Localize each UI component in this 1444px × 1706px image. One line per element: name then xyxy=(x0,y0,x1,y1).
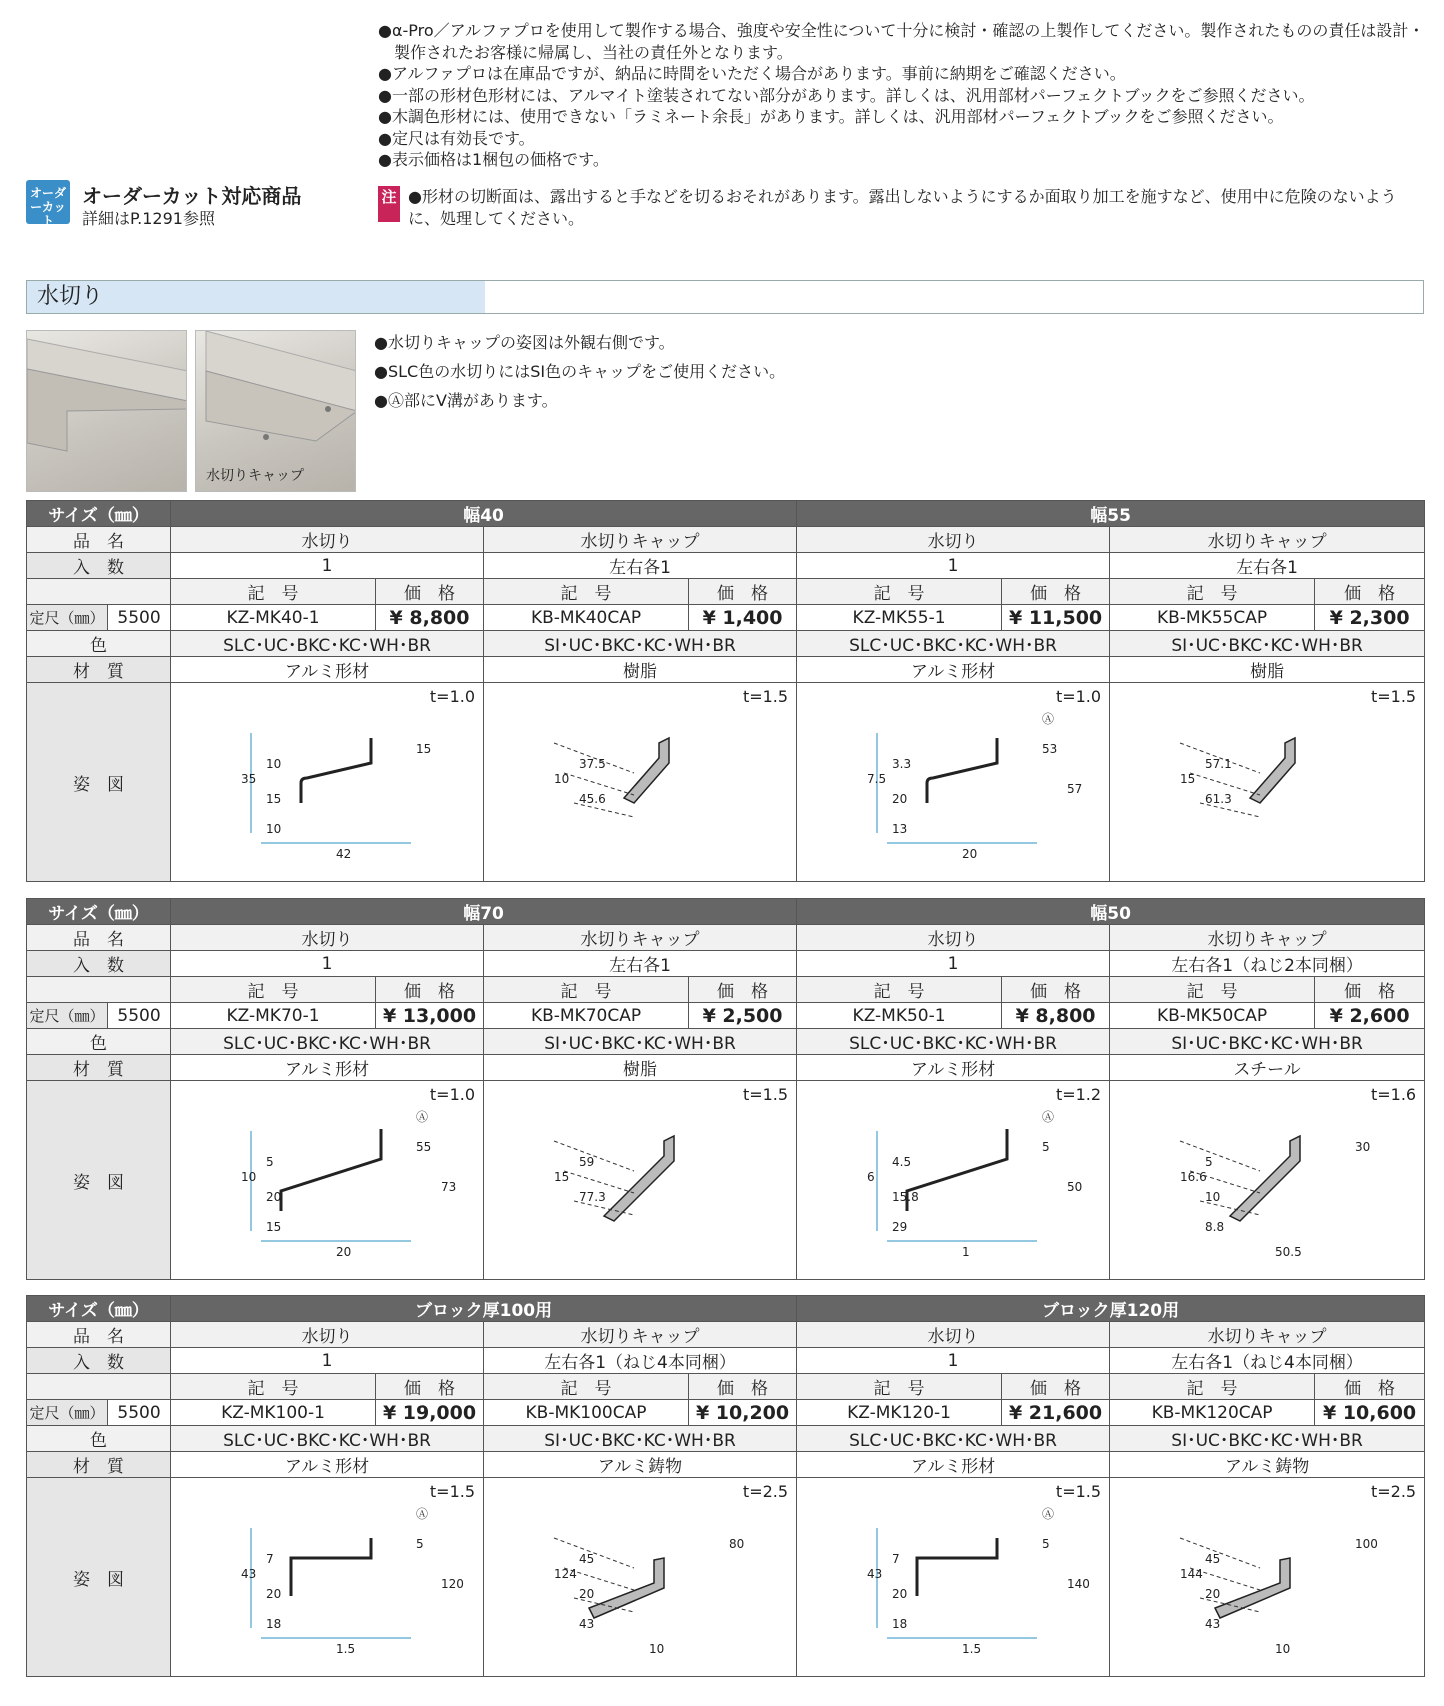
product-color: SLC･UC･BKC･KC･WH･BR xyxy=(171,1029,484,1055)
profile-drawing xyxy=(1110,683,1425,882)
color-row xyxy=(27,1426,1425,1452)
size-row xyxy=(27,1296,1425,1322)
dimension-label: 55 xyxy=(416,1140,432,1154)
thickness-label: t=1.0 xyxy=(1055,687,1102,706)
product-color: SI･UC･BKC･KC･WH･BR xyxy=(484,1426,797,1452)
dimension-label: 10 xyxy=(266,822,282,836)
dimension-label: 5 xyxy=(1205,1155,1213,1169)
profile-svg xyxy=(171,683,484,881)
intro-item: ●Ⓐ部にV溝があります。 xyxy=(374,391,558,410)
dimension-label: 7 xyxy=(892,1552,900,1566)
name-label: 品 名 xyxy=(27,527,171,553)
product-color: SI･UC･BKC･KC･WH･BR xyxy=(484,1029,797,1055)
product-name: 水切りキャップ xyxy=(484,1322,797,1348)
dimension-label: 45.6 xyxy=(579,792,606,806)
dimension-label: 140 xyxy=(1067,1577,1090,1591)
dimension-label: Ⓐ xyxy=(1042,712,1055,726)
dimension-label: Ⓐ xyxy=(1042,1110,1055,1124)
size-row xyxy=(27,501,1425,527)
profile-svg xyxy=(1110,1478,1423,1676)
dimension-label: 5 xyxy=(1042,1140,1050,1154)
product-qty: 1 xyxy=(797,1348,1110,1374)
dimension-label: 15 xyxy=(1180,772,1196,786)
price-header: 価 格 xyxy=(689,977,797,1003)
dimension-label: 3.3 xyxy=(892,757,912,771)
order-cut-ref: 詳細はP.1291参照 xyxy=(82,209,215,228)
product-color: SLC･UC･BKC･KC･WH･BR xyxy=(171,631,484,657)
product-qty: 左右各1 xyxy=(1110,553,1425,579)
dimension-label: 35 xyxy=(241,772,257,786)
qty-label: 入 数 xyxy=(27,553,171,579)
price-header: 価 格 xyxy=(1002,1374,1110,1400)
product-name: 水切り xyxy=(797,527,1110,553)
teiki-label: 定尺（㎜） xyxy=(27,605,108,631)
dimension-label: 18 xyxy=(266,1617,282,1631)
material-row xyxy=(27,657,1425,683)
product-code: KB-MK70CAP xyxy=(484,1003,689,1029)
material-row xyxy=(27,1055,1425,1081)
teiki-row xyxy=(27,1003,1425,1029)
caution-block xyxy=(378,186,1428,229)
code-header-row xyxy=(27,1374,1425,1400)
dimension-label: 57 xyxy=(1067,782,1083,796)
profile-shape xyxy=(917,1538,997,1596)
product-code: KZ-MK55-1 xyxy=(797,605,1002,631)
product-price: ¥ 8,800 xyxy=(376,605,484,631)
dimension-label: 7.5 xyxy=(867,772,887,786)
product-qty: 左右各1（ねじ4本同梱） xyxy=(484,1348,797,1374)
material-label: 材 質 xyxy=(27,1055,171,1081)
dimension-label: 6 xyxy=(867,1170,875,1184)
dimension-label: 10 xyxy=(649,1642,665,1656)
dimension-label: 120 xyxy=(441,1577,464,1591)
profile-shape xyxy=(1230,1136,1300,1221)
product-material: 樹脂 xyxy=(1110,657,1425,683)
caution-badge: 注 xyxy=(378,186,400,222)
teiki-label: 定尺（㎜） xyxy=(27,1400,108,1426)
product-price: ¥ 2,500 xyxy=(689,1003,797,1029)
product-qty: 左右各1 xyxy=(484,553,797,579)
profile-drawing xyxy=(484,683,797,882)
product-photo-cap xyxy=(195,330,356,492)
dimension-label: 37.5 xyxy=(579,757,606,771)
thickness-label: t=2.5 xyxy=(1370,1482,1417,1501)
thickness-label: t=1.5 xyxy=(1370,687,1417,706)
product-name: 水切りキャップ xyxy=(484,925,797,951)
product-color: SLC･UC･BKC･KC･WH･BR xyxy=(797,631,1110,657)
product-name: 水切りキャップ xyxy=(1110,925,1425,951)
note-item: ●アルファプロは在庫品ですが、納品に時間をいただく場合があります。事前に納期をご確認ください。 xyxy=(378,64,1126,83)
product-code: KB-MK50CAP xyxy=(1110,1003,1315,1029)
product-qty: 左右各1（ねじ4本同梱） xyxy=(1110,1348,1425,1374)
dimension-label: 1 xyxy=(962,1245,970,1259)
product-material: アルミ形材 xyxy=(797,1055,1110,1081)
name-label: 品 名 xyxy=(27,925,171,951)
price-header: 価 格 xyxy=(1002,579,1110,605)
product-code: KZ-MK40-1 xyxy=(171,605,376,631)
product-material: 樹脂 xyxy=(484,657,797,683)
dimension-label: 29 xyxy=(892,1220,908,1234)
thickness-label: t=1.5 xyxy=(742,687,789,706)
product-qty: 1 xyxy=(171,1348,484,1374)
thickness-label: t=1.2 xyxy=(1055,1085,1102,1104)
dimension-label: 20 xyxy=(1205,1587,1221,1601)
product-color: SI･UC･BKC･KC･WH･BR xyxy=(1110,1029,1425,1055)
code-header: 記 号 xyxy=(1110,579,1315,605)
figure-label: 姿 図 xyxy=(27,1081,171,1280)
dimension-label: 43 xyxy=(1205,1617,1221,1631)
product-price: ¥ 1,400 xyxy=(689,605,797,631)
product-price: ¥ 10,200 xyxy=(689,1400,797,1426)
photo-caption: 水切りキャップ xyxy=(206,468,304,484)
figure-label: 姿 図 xyxy=(27,1478,171,1677)
price-header: 価 格 xyxy=(689,1374,797,1400)
note-item: ●表示価格は1梱包の価格です。 xyxy=(378,150,609,169)
product-code: KB-MK40CAP xyxy=(484,605,689,631)
product-price: ¥ 19,000 xyxy=(376,1400,484,1426)
dimension-label: 30 xyxy=(1355,1140,1371,1154)
group-title: 幅55 xyxy=(797,501,1425,527)
dimension-label: 43 xyxy=(579,1617,595,1631)
profile-svg xyxy=(797,683,1110,881)
dimension-label: 20 xyxy=(579,1587,595,1601)
product-material: アルミ鋳物 xyxy=(484,1452,797,1478)
dimension-label: 43 xyxy=(241,1567,257,1581)
teiki-value: 5500 xyxy=(108,1400,171,1426)
dimension-label: 13 xyxy=(892,822,908,836)
size-label: サイズ（㎜） xyxy=(27,899,171,925)
section-title: 水切り xyxy=(27,281,485,313)
group-title: ブロック厚120用 xyxy=(797,1296,1425,1322)
product-name: 水切りキャップ xyxy=(1110,1322,1425,1348)
dimension-label: 53 xyxy=(1042,742,1058,756)
profile-drawing xyxy=(484,1081,797,1280)
profile-svg xyxy=(171,1081,484,1279)
code-header: 記 号 xyxy=(171,579,376,605)
dimension-label: 43 xyxy=(867,1567,883,1581)
size-label: サイズ（㎜） xyxy=(27,501,171,527)
product-material: アルミ形材 xyxy=(171,1055,484,1081)
price-header: 価 格 xyxy=(689,579,797,605)
code-header-row xyxy=(27,977,1425,1003)
spec-table xyxy=(26,1295,1425,1677)
order-cut-icon: オーダーカット xyxy=(26,180,70,224)
code-header: 記 号 xyxy=(484,977,689,1003)
material-label: 材 質 xyxy=(27,1452,171,1478)
product-material: 樹脂 xyxy=(484,1055,797,1081)
product-photo-drain xyxy=(26,330,187,492)
product-material: アルミ鋳物 xyxy=(1110,1452,1425,1478)
product-price: ¥ 2,600 xyxy=(1315,1003,1425,1029)
dimension-label: 50.5 xyxy=(1275,1245,1302,1259)
profile-drawing xyxy=(171,1478,484,1677)
product-material: アルミ形材 xyxy=(797,1452,1110,1478)
product-price: ¥ 21,600 xyxy=(1002,1400,1110,1426)
product-color: SI･UC･BKC･KC･WH･BR xyxy=(1110,1426,1425,1452)
product-name: 水切りキャップ xyxy=(1110,527,1425,553)
thickness-label: t=2.5 xyxy=(742,1482,789,1501)
price-header: 価 格 xyxy=(376,977,484,1003)
profile-svg xyxy=(1110,1081,1423,1279)
product-name: 水切り xyxy=(797,1322,1110,1348)
dimension-label: 45 xyxy=(1205,1552,1221,1566)
color-label: 色 xyxy=(27,1426,171,1452)
thickness-label: t=1.6 xyxy=(1370,1085,1417,1104)
color-row xyxy=(27,1029,1425,1055)
teiki-value: 5500 xyxy=(108,1003,171,1029)
product-material: スチール xyxy=(1110,1055,1425,1081)
product-price: ¥ 11,500 xyxy=(1002,605,1110,631)
dimension-label: 15 xyxy=(554,1170,570,1184)
dimension-label: 15.8 xyxy=(892,1190,919,1204)
dimension-label: 20 xyxy=(892,1587,908,1601)
code-header: 記 号 xyxy=(797,579,1002,605)
code-header: 記 号 xyxy=(484,579,689,605)
product-qty: 1 xyxy=(797,951,1110,977)
dimension-label: 73 xyxy=(441,1180,457,1194)
dimension-label: 50 xyxy=(1067,1180,1083,1194)
intro-notes xyxy=(374,328,785,415)
profile-drawing xyxy=(171,683,484,882)
thickness-label: t=1.0 xyxy=(429,687,476,706)
caution-text: ●形材の切断面は、露出すると手などを切るおそれがあります。露出しないようにするか面取り加工を施すなど、使用中に危険のないように、処理してください。 xyxy=(408,187,1397,228)
profile-shape xyxy=(604,1136,674,1221)
dimension-label: 20 xyxy=(266,1190,282,1204)
product-name: 水切り xyxy=(171,1322,484,1348)
dimension-label: 20 xyxy=(892,792,908,806)
product-code: KZ-MK120-1 xyxy=(797,1400,1002,1426)
product-color: SI･UC･BKC･KC･WH･BR xyxy=(484,631,797,657)
note-item: ●定尺は有効長です。 xyxy=(378,128,535,148)
profile-svg xyxy=(1110,683,1423,881)
profile-shape xyxy=(281,1129,381,1211)
profile-shape xyxy=(927,738,997,803)
thickness-label: t=1.5 xyxy=(742,1085,789,1104)
name-row xyxy=(27,527,1425,553)
profile-drawing xyxy=(797,1478,1110,1677)
color-row xyxy=(27,631,1425,657)
dimension-label: 100 xyxy=(1355,1537,1378,1551)
figure-row xyxy=(27,683,1425,882)
profile-shape xyxy=(301,738,371,803)
code-header: 記 号 xyxy=(1110,977,1315,1003)
product-name: 水切り xyxy=(171,925,484,951)
product-color: SI･UC･BKC･KC･WH･BR xyxy=(1110,631,1425,657)
product-code: KZ-MK100-1 xyxy=(171,1400,376,1426)
product-name: 水切り xyxy=(797,925,1110,951)
product-name: 水切りキャップ xyxy=(484,527,797,553)
teiki-label: 定尺（㎜） xyxy=(27,1003,108,1029)
drain-illustration xyxy=(27,331,187,492)
figure-row xyxy=(27,1478,1425,1677)
name-label: 品 名 xyxy=(27,1322,171,1348)
blank-cell xyxy=(27,1374,171,1400)
section-header xyxy=(26,280,1424,314)
qty-row xyxy=(27,1348,1425,1374)
group-title: 幅70 xyxy=(171,899,797,925)
product-code: KB-MK55CAP xyxy=(1110,605,1315,631)
code-header: 記 号 xyxy=(171,977,376,1003)
intro-item: ●SLC色の水切りにはSI色のキャップをご使用ください。 xyxy=(374,362,786,381)
code-header-row xyxy=(27,579,1425,605)
hidden-line xyxy=(1180,1141,1260,1171)
product-price: ¥ 13,000 xyxy=(376,1003,484,1029)
dimension-label: Ⓐ xyxy=(416,1110,429,1124)
product-qty: 左右各1（ねじ2本同梱） xyxy=(1110,951,1425,977)
product-code: KB-MK120CAP xyxy=(1110,1400,1315,1426)
blank-cell xyxy=(27,579,171,605)
product-qty: 左右各1 xyxy=(484,951,797,977)
dimension-label: 42 xyxy=(336,847,352,861)
dimension-label: Ⓐ xyxy=(1042,1507,1055,1521)
code-header: 記 号 xyxy=(171,1374,376,1400)
dimension-label: 15 xyxy=(416,742,432,756)
dimension-label: 15 xyxy=(266,1220,282,1234)
code-header: 記 号 xyxy=(484,1374,689,1400)
code-header: 記 号 xyxy=(797,1374,1002,1400)
product-qty: 1 xyxy=(171,553,484,579)
dimension-label: 16.6 xyxy=(1180,1170,1207,1184)
price-header: 価 格 xyxy=(1315,579,1425,605)
dimension-label: 5 xyxy=(266,1155,274,1169)
thickness-label: t=1.5 xyxy=(429,1482,476,1501)
size-label: サイズ（㎜） xyxy=(27,1296,171,1322)
product-color: SLC･UC･BKC･KC･WH･BR xyxy=(797,1426,1110,1452)
dimension-label: 124 xyxy=(554,1567,577,1581)
dimension-label: 10 xyxy=(266,757,282,771)
profile-svg xyxy=(797,1478,1110,1676)
group-title: 幅40 xyxy=(171,501,797,527)
profile-drawing xyxy=(797,683,1110,882)
profile-svg xyxy=(797,1081,1110,1279)
dimension-label: 5 xyxy=(1042,1537,1050,1551)
price-header: 価 格 xyxy=(1315,977,1425,1003)
dimension-label: 15 xyxy=(266,792,282,806)
dimension-label: 77.3 xyxy=(579,1190,606,1204)
dimension-label: 18 xyxy=(892,1617,908,1631)
profile-svg xyxy=(171,1478,484,1676)
color-label: 色 xyxy=(27,631,171,657)
profile-drawing xyxy=(484,1478,797,1677)
product-price: ¥ 8,800 xyxy=(1002,1003,1110,1029)
note-item: ●木調色形材には、使用できない「ラミネート余長」があります。詳しくは、汎用部材パーフェクトブックをご参照ください。 xyxy=(378,107,1284,126)
dimension-label: 45 xyxy=(579,1552,595,1566)
dimension-label: 57.1 xyxy=(1205,757,1232,771)
thickness-label: t=1.5 xyxy=(1055,1482,1102,1501)
profile-drawing xyxy=(1110,1478,1425,1677)
material-label: 材 質 xyxy=(27,657,171,683)
size-row xyxy=(27,899,1425,925)
order-cut-title: オーダーカット対応商品 xyxy=(82,184,302,208)
dimension-label: 1.5 xyxy=(336,1642,356,1656)
dimension-label: 20 xyxy=(336,1245,352,1259)
profile-svg xyxy=(484,1478,797,1676)
teiki-row xyxy=(27,605,1425,631)
dimension-label: 20 xyxy=(266,1587,282,1601)
qty-row xyxy=(27,553,1425,579)
profile-svg xyxy=(484,683,797,881)
dimension-label: 61.3 xyxy=(1205,792,1232,806)
notes-block xyxy=(378,20,1428,171)
profile-shape xyxy=(1250,738,1295,803)
dimension-label: 80 xyxy=(729,1537,745,1551)
dimension-label: 8.8 xyxy=(1205,1220,1225,1234)
group-title: 幅50 xyxy=(797,899,1425,925)
figure-label: 姿 図 xyxy=(27,683,171,882)
profile-drawing xyxy=(797,1081,1110,1280)
dimension-label: 10 xyxy=(1275,1642,1291,1656)
price-header: 価 格 xyxy=(376,579,484,605)
price-header: 価 格 xyxy=(1315,1374,1425,1400)
profile-drawing xyxy=(171,1081,484,1280)
product-color: SLC･UC･BKC･KC･WH･BR xyxy=(797,1029,1110,1055)
name-row xyxy=(27,1322,1425,1348)
note-item: ●α-Pro／アルファプロを使用して製作する場合、強度や安全性について十分に検討・確認の上製作してください。製作されたものの責任は設計・製作されたお客様に帰属し、当社の責任外となります。 xyxy=(378,21,1425,62)
profile-svg xyxy=(484,1081,797,1279)
dimension-label: 7 xyxy=(266,1552,274,1566)
product-material: アルミ形材 xyxy=(171,1452,484,1478)
dimension-label: 10 xyxy=(241,1170,257,1184)
product-qty: 1 xyxy=(171,951,484,977)
qty-label: 入 数 xyxy=(27,951,171,977)
product-code: KZ-MK70-1 xyxy=(171,1003,376,1029)
dimension-label: 20 xyxy=(962,847,978,861)
product-price: ¥ 10,600 xyxy=(1315,1400,1425,1426)
price-header: 価 格 xyxy=(376,1374,484,1400)
product-material: アルミ形材 xyxy=(171,657,484,683)
dimension-label: 10 xyxy=(1205,1190,1221,1204)
qty-row xyxy=(27,951,1425,977)
product-code: KZ-MK50-1 xyxy=(797,1003,1002,1029)
product-code: KB-MK100CAP xyxy=(484,1400,689,1426)
thickness-label: t=1.0 xyxy=(429,1085,476,1104)
name-row xyxy=(27,925,1425,951)
dimension-label: 1.5 xyxy=(962,1642,982,1656)
profile-drawing xyxy=(1110,1081,1425,1280)
code-header: 記 号 xyxy=(797,977,1002,1003)
dimension-label: 10 xyxy=(554,772,570,786)
profile-shape xyxy=(291,1538,371,1596)
profile-shape xyxy=(907,1129,1007,1211)
note-item: ●一部の形材色形材には、アルマイト塗装されてない部分があります。詳しくは、汎用部材パーフェクトブックをご参照ください。 xyxy=(378,85,1315,105)
dimension-label: 144 xyxy=(1180,1567,1203,1581)
product-material: アルミ形材 xyxy=(797,657,1110,683)
teiki-row xyxy=(27,1400,1425,1426)
dimension-label: 4.5 xyxy=(892,1155,912,1169)
product-price: ¥ 2,300 xyxy=(1315,605,1425,631)
product-color: SLC･UC･BKC･KC･WH･BR xyxy=(171,1426,484,1452)
blank-cell xyxy=(27,977,171,1003)
color-label: 色 xyxy=(27,1029,171,1055)
figure-row xyxy=(27,1081,1425,1280)
spec-table xyxy=(26,898,1425,1280)
material-row xyxy=(27,1452,1425,1478)
code-header: 記 号 xyxy=(1110,1374,1315,1400)
product-name: 水切り xyxy=(171,527,484,553)
group-title: ブロック厚100用 xyxy=(171,1296,797,1322)
spec-table xyxy=(26,500,1425,882)
product-qty: 1 xyxy=(797,553,1110,579)
dimension-label: Ⓐ xyxy=(416,1507,429,1521)
teiki-value: 5500 xyxy=(108,605,171,631)
qty-label: 入 数 xyxy=(27,1348,171,1374)
dimension-label: 59 xyxy=(579,1155,595,1169)
dimension-label: 5 xyxy=(416,1537,424,1551)
intro-item: ●水切りキャップの姿図は外観右側です。 xyxy=(374,333,675,352)
price-header: 価 格 xyxy=(1002,977,1110,1003)
profile-shape xyxy=(624,738,669,803)
